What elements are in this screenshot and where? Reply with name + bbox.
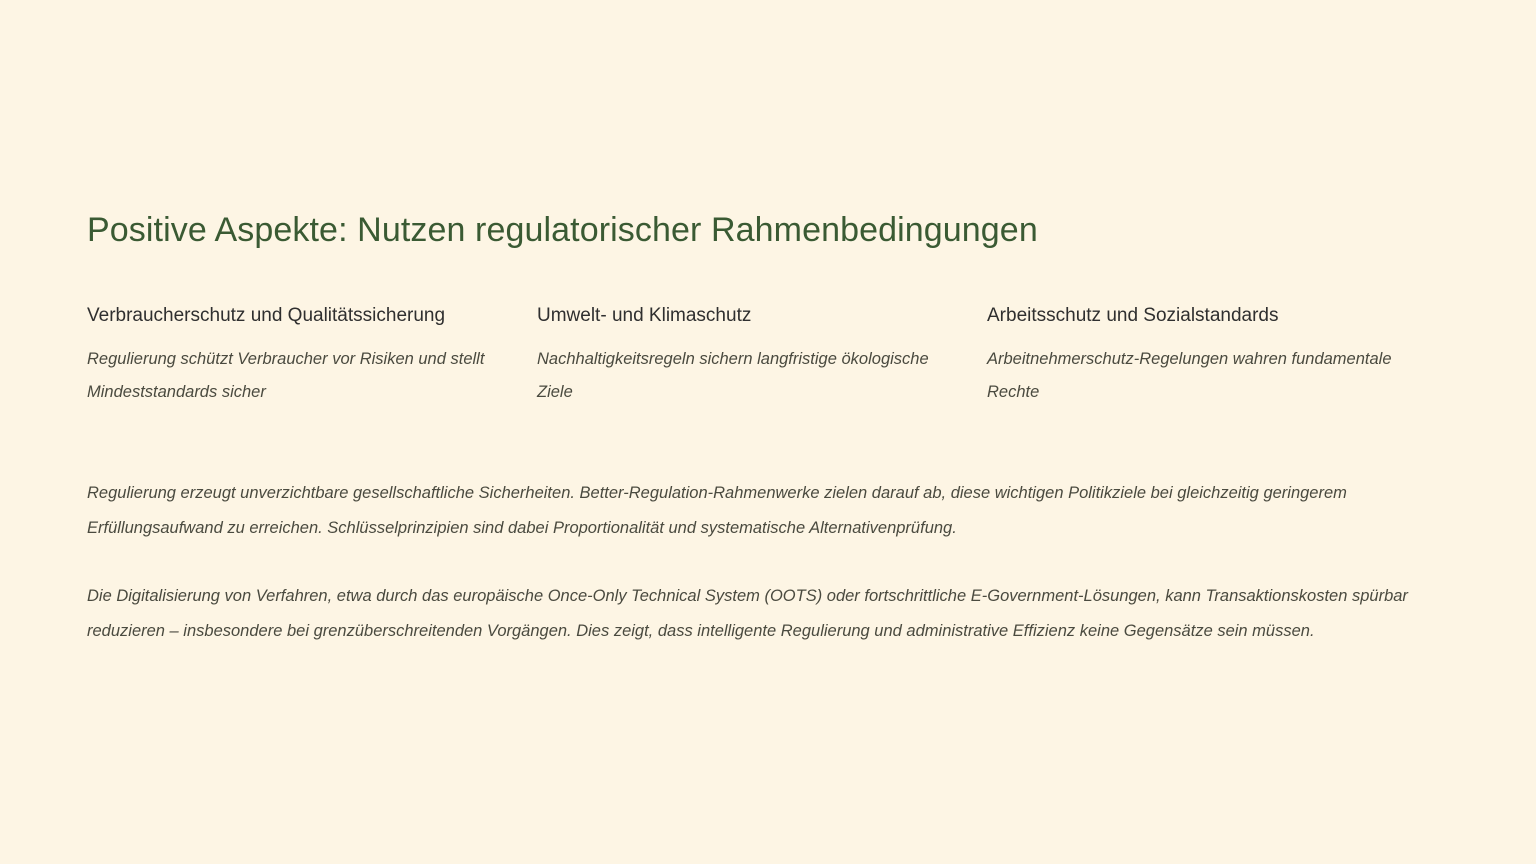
column-umweltschutz: [537, 300, 987, 408]
body-paragraph-2: Die Digitalisierung von Verfahren, etwa durch das europäische Once-Only Technical System (OOTS) oder fortschrittliche E-Government-Lösungen, kann Transaktionskosten spürbar reduzieren – insbesondere bei grenzüberschreitenden Vorgängen. Dies zeigt, dass intelligente Regulierung und administrative Effizienz keine Gegensätze sein müssen.: [87, 586, 1408, 641]
column-verbraucherschutz: [87, 300, 537, 408]
column-group: [87, 300, 1437, 408]
body-text-group: [87, 476, 1437, 650]
column-body-text: Arbeitnehmerschutz-Regelungen wahren fundamentale Rechte: [987, 350, 1392, 401]
column-body-text: Regulierung schützt Verbraucher vor Risiken und stellt Mindeststandards sicher: [87, 350, 485, 401]
column-arbeitsschutz: [987, 300, 1437, 408]
column-body-text: Nachhaltigkeitsregeln sichern langfristige ökologische Ziele: [537, 350, 929, 401]
page-title: Positive Aspekte: Nutzen regulatorischer Rahmenbedingungen: [87, 210, 1038, 249]
body-paragraph-1: Regulierung erzeugt unverzichtbare gesellschaftliche Sicherheiten. Better-Regulation-Rahmenwerke zielen darauf ab, diese wichtigen Politikziele bei gleichzeitig geringerem Erfüllungsaufwand zu erreichen. Schlüsselprinzipien sind dabei Proportionalität und systematische Alternativenprüfung.: [87, 484, 1347, 538]
column-heading: Umwelt- und Klimaschutz: [537, 305, 752, 326]
column-heading: Verbraucherschutz und Qualitätssicherung: [87, 305, 446, 326]
column-heading: Arbeitsschutz und Sozialstandards: [987, 305, 1279, 326]
